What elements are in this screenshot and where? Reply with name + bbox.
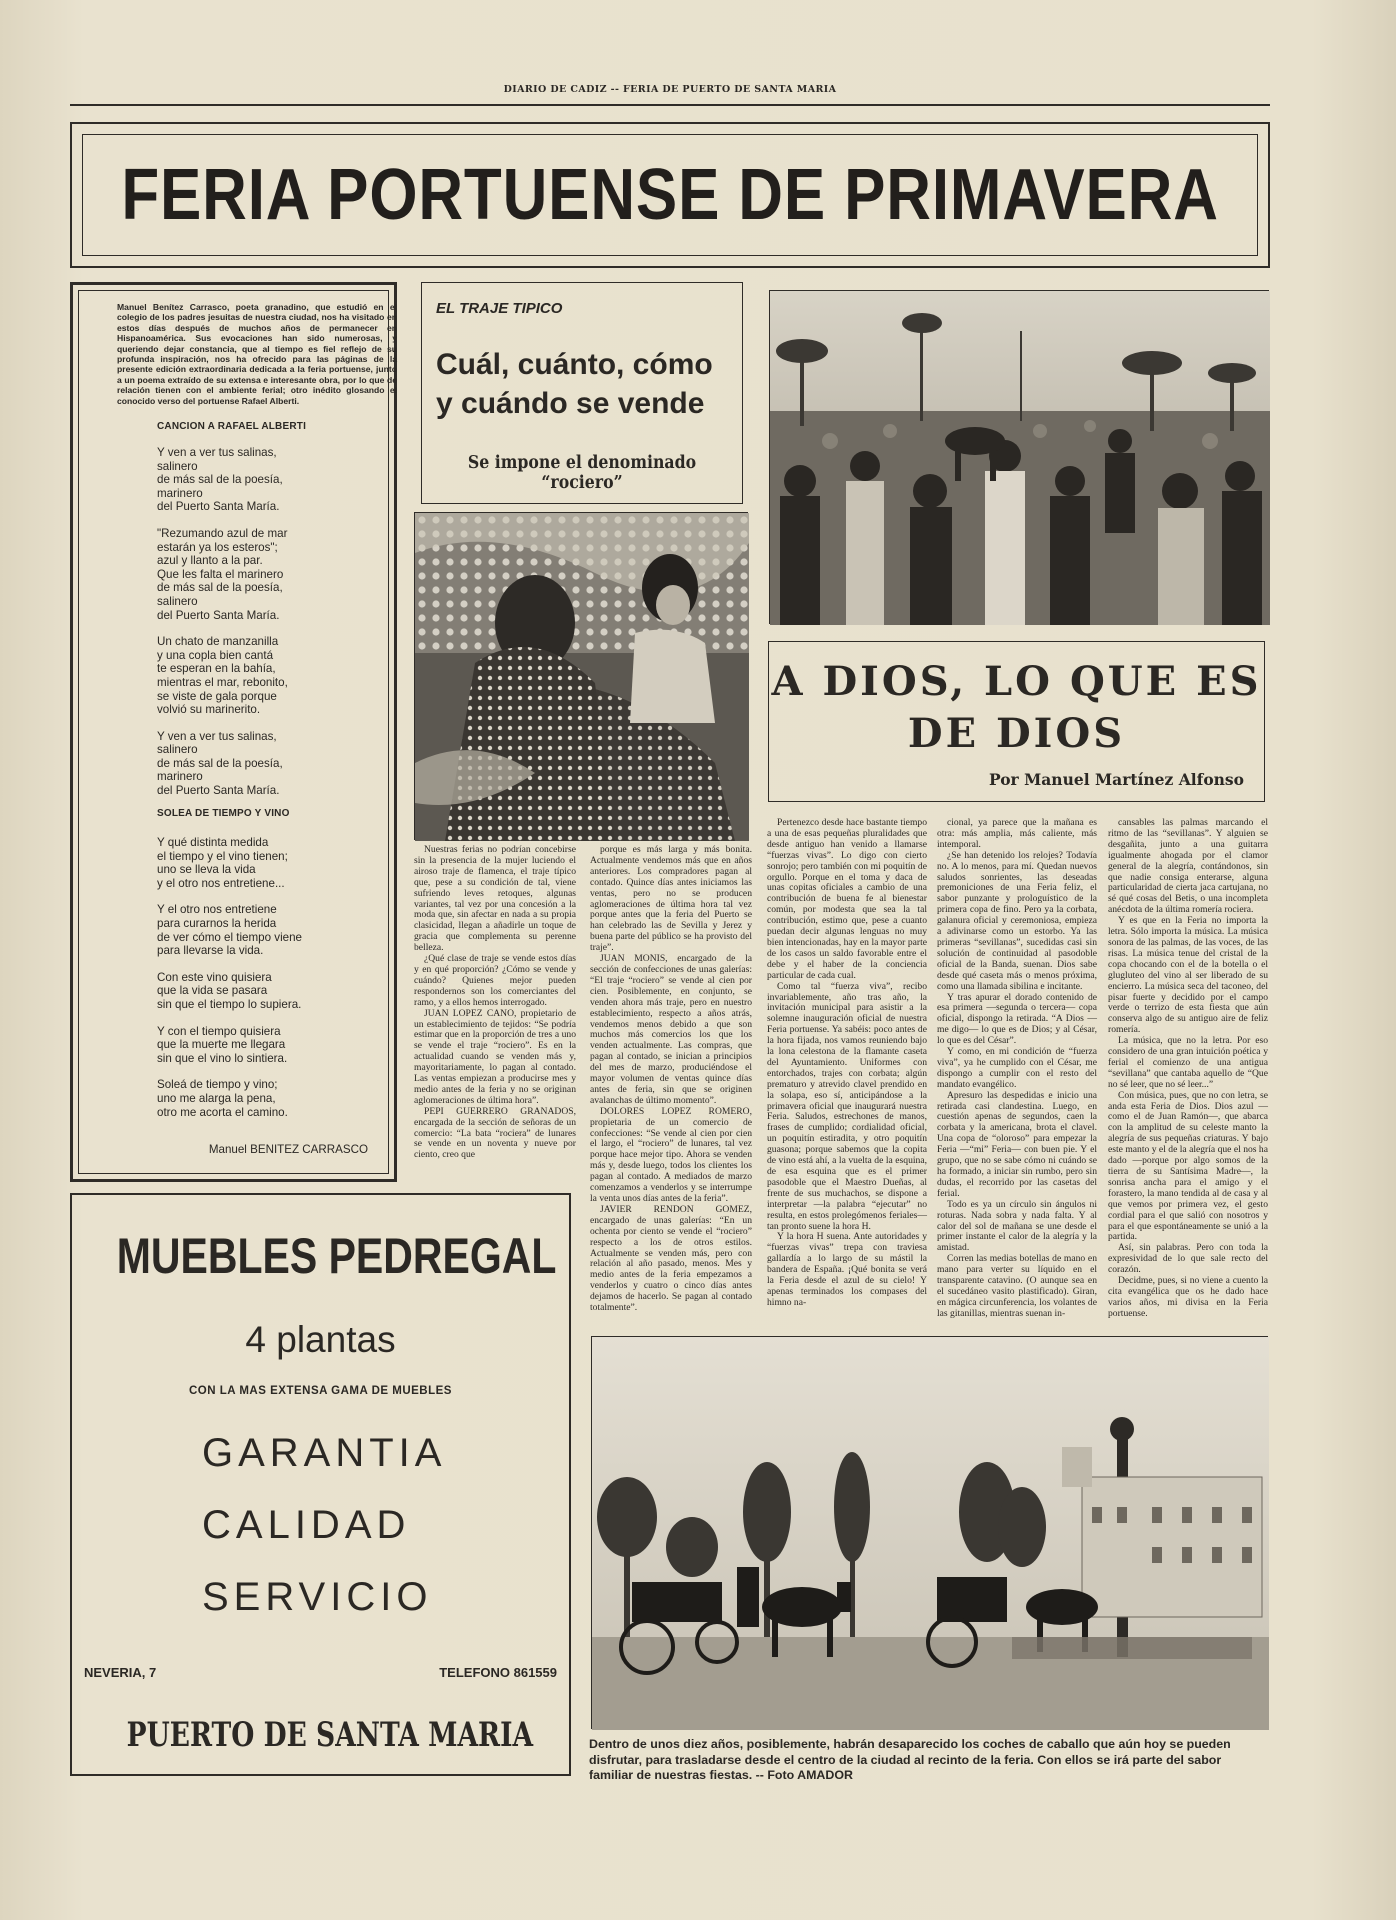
article-paragraph: Todo es ya un círculo sin ángulos ni roturas. Nada sobra y nada falta. Y al calor del sol de mañana se une desde el primer instante el calor de la alegría y la amistad. xyxy=(937,1198,1097,1254)
poem-line: del Puerto Santa María. xyxy=(157,608,280,622)
poem-stanza xyxy=(157,446,288,514)
poem-line: que la vida se pasara xyxy=(157,984,268,998)
header-rule xyxy=(70,104,1270,106)
poem-line: del Puerto Santa María. xyxy=(157,500,280,514)
article-paragraph: Así, sin palabras. Pero con toda la expresividad de lo que sale recto del corazón. xyxy=(1108,1242,1268,1276)
poem-line: uno se lleva la vida xyxy=(157,863,256,877)
traje-headline-box xyxy=(421,282,743,504)
poem-line: Un chato de manzanilla xyxy=(157,635,279,649)
poem-line: te esperan en la bahía, xyxy=(157,662,276,676)
ad-word-garantia: GARANTIA xyxy=(202,1431,447,1475)
poem-stanza xyxy=(157,527,288,622)
poem-line: Y con el tiempo quisiera xyxy=(157,1024,281,1038)
adios-article-column-3 xyxy=(1108,818,1268,1328)
page-title: FERIA PORTUENSE DE PRIMAVERA xyxy=(121,155,1219,235)
article-paragraph: JAVIER RENDON GOMEZ, encargado de unas galerías: “En un ochenta por ciento se vende el “rociero” respecto a los de otros estilos. Actualmente se venden más, pero con relación al año pasado, menos. Mes y medio antes de la feria empezamos a venderlos y cuatro o cinco días antes dejamos de hacerlo. Se pagan al contado totalmente”. xyxy=(590,1203,752,1314)
traje-subtitle: Se impone el denominado “rociero” xyxy=(467,453,697,493)
poem-line: uno me alarga la pena, xyxy=(157,1091,276,1105)
poem-line: el tiempo y el vino tienen; xyxy=(157,849,288,863)
poem-solea xyxy=(157,836,302,1132)
poem-stanza xyxy=(157,1078,302,1119)
poem-line: Y el otro nos entretiene xyxy=(157,903,277,917)
poem-line: sin que el vino lo sintiera. xyxy=(157,1051,288,1065)
adios-article-column-2 xyxy=(937,818,1097,1328)
adios-headline-box xyxy=(768,641,1265,802)
poem-line: para llevarse la vida. xyxy=(157,944,264,958)
ad-town: PUERTO DE SANTA MARIA xyxy=(126,1715,534,1755)
poem-line: para curarnos la herida xyxy=(157,916,277,930)
traje-title: Cuál, cuánto, cómo y cuándo se vende xyxy=(436,348,713,420)
traje-article-column-1 xyxy=(414,845,576,1207)
article-paragraph: Decidme, pues, si no viene a cuento la cita evangélica que os he dado hace varios años, mi divisa en la Feria portuense. xyxy=(1108,1275,1268,1319)
article-paragraph: Nuestras ferias no podrían concebirse sin la presencia de la mujer luciendo el airoso traje de flamenca, el traje típico que, pese a su condición de tal, viene sufriendo leves retoques, algunas variantes, tal vez por una concesión a la moda que, sin afectar en nada a su propia clasicidad, llegan a añadirle un toque de gracia que complementa su perenne belleza. xyxy=(414,844,576,954)
poem-line: sin que el tiempo lo supiera. xyxy=(157,997,302,1011)
traje-kicker: EL TRAJE TIPICO xyxy=(436,300,563,317)
poem-stanza xyxy=(157,635,288,717)
poem-line: de ver cómo el tiempo viene xyxy=(157,930,302,944)
poem-line: volvió su marinerito. xyxy=(157,703,261,717)
poem-line: del Puerto Santa María. xyxy=(157,784,280,798)
traje-article-column-2 xyxy=(590,844,752,1314)
article-paragraph: JUAN MONIS, encargado de la sección de confecciones de unas galerías: “El traje “rociero” se vende al cien por cien. Posiblemente, en conjunto, se venden ahora más traje, pero en nuestro establecimiento, respecto a años atrás, vendemos menos debido a que son muchos más comercios los que los venden actualmente. Las compras, que pagan al contado, se inician a principios del mes de marzo, produciéndose el mayor volumen de ventas quince días antes de feria, sin que se originen avalanchas de último momento”. xyxy=(590,953,752,1106)
article-paragraph: Pertenezco desde hace bastante tiempo a una de esas pequeñas pluralidades que desde antiguo han venido a llamarse “fuerzas vivas”. Lo digo con cierto sonrojo; pero también con mi poquitín de orgullo. Porque en el toma y daca de unas copitas oficiales a cambio de una contribución de buena fe al bienestar común, por modesta que sea la tal contribución, estimo que, pese a cuanto puedan decir algunas lenguas no muy bien intencionadas, hay en la mayor parte de los casos un saldo favorable entre el debe y el haber de la conciencia particular de cada cual. xyxy=(767,817,927,981)
article-paragraph: Apresuro las despedidas e inicio una retirada casi clandestina. Luego, en cuestión apenas de segundos, caen la corbata y la americana, brota el clavel. Una copa de “oloroso” para empezar la Feria —“mi” Feria— con buen pie. Y el grupo, que no se sabe cómo ni cuándo se ha formado, a iniciar sin rumbo, pero sin dudas, el recorrido por las casetas del ferial. xyxy=(937,1089,1097,1199)
poem-line: Y ven a ver tus salinas, xyxy=(157,446,277,459)
article-paragraph: porque es más larga y más bonita. Actualmente vendemos más que en años anteriores. Los compradores pagan al contado. Quince días antes iniciamos las ventas, pero no se producen aglomeraciones de última hora tal vez porque antes que la feria del Puerto se han celebrado las de Sevilla y Jerez y buena parte del público se ha provisto del traje”. xyxy=(590,844,752,954)
poem-line: "Rezumando azul de mar xyxy=(157,526,288,540)
poem-line: salinero xyxy=(157,743,198,757)
adios-article-column-1 xyxy=(767,818,927,1328)
article-paragraph: La música, que no la letra. Por eso considero de una gran intuición poética y ferial el comienzo de una antigua “sevillana” que cantaba aquello de “Que no sé leer, que no sé leer...” xyxy=(1108,1035,1268,1090)
poem-line: otro me acorta el camino. xyxy=(157,1105,288,1119)
article-paragraph: DOLORES LOPEZ ROMERO, propietaria de un comercio de confecciones: “Se vende al cien por cien el largo, el “rociero” de lunares, tal vez porque hace mejor tipo. Ahora se venden más y, desde luego, todos los clientes los pagan al contado. A mediados de marzo comenzamos a venderlos y se interrumpe la venta unos días antes de la feria”. xyxy=(590,1105,752,1204)
ad-address: NEVERIA, 7 xyxy=(84,1665,157,1680)
article-paragraph: ¿Qué clase de traje se vende estos días y en qué proporción? ¿Cómo se vende y cuándo? Quienes mejor pueden respondernos son los comerciantes del ramo, y a ellos hemos interrogado. xyxy=(414,953,576,1008)
poem-line: salinero xyxy=(157,594,198,608)
poem-line: de más sal de la poesía, xyxy=(157,473,283,487)
poem-line: Y ven a ver tus salinas, xyxy=(157,729,277,743)
flamenca-photo xyxy=(414,512,748,840)
poem-sidebar xyxy=(70,282,397,1182)
crowd-photo xyxy=(769,290,1269,624)
poem-title-alberti: CANCION A RAFAEL ALBERTI xyxy=(157,421,307,432)
adios-byline: Por Manuel Martínez Alfonso xyxy=(988,770,1244,789)
poem-line: se viste de gala porque xyxy=(157,689,277,703)
poem-line: Con este vino quisiera xyxy=(157,970,272,984)
poem-line: de más sal de la poesía, xyxy=(157,756,283,770)
article-paragraph: Y como, en mi condición de “fuerza viva”, ya he cumplido con el César, me dispongo a cumplir con el resto del mandato evangélico. xyxy=(937,1046,1097,1090)
poem-stanza xyxy=(157,971,302,1012)
article-paragraph: PEPI GUERRERO GRANADOS, encargada de la sección de señoras de un comercio: “La bata “rociera” de lunares se vende en un noventa y nueve por ciento, creo que xyxy=(414,1105,576,1161)
poem-line: marinero xyxy=(157,770,203,784)
poem-line: y el otro nos entretiene... xyxy=(157,876,285,890)
article-paragraph: Y tras apurar el dorado contenido de esa primera —segunda o tercera— copa oficial, dispongo la retirada. “A Dios —me digo— lo que es de Dios; y al César, lo que es del César”. xyxy=(937,991,1097,1047)
ad-tagline: CON LA MAS EXTENSA GAMA DE MUEBLES xyxy=(189,1385,452,1397)
muebles-advertisement xyxy=(70,1193,571,1776)
poem-line: estarán ya los esteros"; xyxy=(157,540,278,554)
ad-brand: MUEBLES PEDREGAL xyxy=(116,1228,557,1284)
poem-stanza xyxy=(157,1025,302,1066)
poem-line: azul y llanto a la par. xyxy=(157,554,263,568)
photo-caption: Dentro de unos diez años, posiblemente, habrán desaparecido los coches de caballo que aún hoy se pueden disfrutar, para trasladarse desde el centro de la ciudad al recinto de la feria. Con ellos se irá parte del sabor familiar de nuestras fiestas. -- Foto AMADOR xyxy=(589,1737,1231,1782)
ad-word-calidad: CALIDAD xyxy=(202,1503,411,1547)
ad-floors: 4 plantas xyxy=(245,1319,396,1360)
poem-signature: Manuel BENITEZ CARRASCO xyxy=(208,1143,368,1156)
article-paragraph: cansables las palmas marcando el ritmo de las “sevillanas”. Y alguien se desgañita, junto a una guitarra igualmente ahogada por el clamor general de la alegría, contándonos, sin que nadie consiga enterarse, alguna particularidad de cierta jaca cartujana, no sé qué cosas del Betis, o una incompleta anécdota de la última romería rociera. xyxy=(1108,817,1268,916)
carriages-photo xyxy=(591,1336,1268,1729)
poem-line: de más sal de la poesía, xyxy=(157,581,283,595)
article-paragraph: ¿Se han detenido los relojes? Todavía no. A lo menos, para mí. Quedan nuevos saludos sonrientes, las deseadas premoniciones de una Feria feliz, el sabor punzante y prologuístico de la primera copa de fino. Pero ya la corbata, galanura oficial y ceremoniosa, empieza a adivinarse como un estorbo. Ya las primeras “sevillanas”, sucedidas casi sin solución de continuidad al pasodoble oficial de la Banda, suenan. Dios sabe desde qué caseta más o menos próxima, como una llamada sibilina e incitante. xyxy=(937,849,1097,992)
poem-stanza xyxy=(157,730,288,798)
ad-phone: TELEFONO 861559 xyxy=(439,1665,557,1680)
article-paragraph: Y es que en la Feria no importa la letra. Sólo importa la música. La música sonora de las palmas, de las voces, de las risas. La música tenue del cristal de la copa chocando con el de la botella o el glugluteo del vino al ser liberado de su encierro. La música seca del taconeo, del pisar fuerte y decidido por el campo verde o terrizo de esta fiesta que aún conserva algo de su antiguo aire de feliz romería. xyxy=(1108,915,1268,1036)
poem-line: que la muerte me llegara xyxy=(157,1038,286,1052)
article-paragraph: Con música, pues, que no con letra, se anda esta Feria de Dios. Dios azul —como el de Juan Ramón—, que abarca con la amplitud de su celeste manto la alegría de sus pequeñas criaturas. Y bajo este manto y el de la alegría que el nos ha dado —porque por algo somos de la tierra de su Santísima Madre—, la sonrisa ancha para el amigo y el forastero, la mano tendida al de casa y al que vemos por primera vez, el gesto cordial para el que salió con nosotros y para el que espontáneamente se unió a la partida. xyxy=(1108,1089,1268,1243)
adios-title: A DIOS, LO QUE ES DE DIOS xyxy=(771,658,1262,757)
poem-line: Y qué distinta medida xyxy=(157,836,269,849)
poem-line: y una copla bien cantá xyxy=(157,648,274,662)
article-paragraph: Como tal “fuerza viva”, recibo invariablemente, año tras año, la invitación municipal para asistir a la solemne inauguración oficial de nuestra Feria portuense. Ya sabéis: poco antes de la hora fijada, nos vamos reuniendo bajo la lona celestona de la flamante caseta del Ayuntamiento. Uniformes con entorchados, trajes con corbata; algún prematuro y atrevido clavel prendido en la solapa, eso sí, anticipándose a la primavera oficial que inaugurará nuestra Feria. Saludos, estrechones de manos, frases de cumplido; cordialidad oficial, un poquitín estiradita, y otro poquitín guasona; porque sabemos que la copita de vino está ahí, a la vuelta de la esquina, de esa esquina que es el primer pasodoble que el Maestro Dueñas, al frente de sus muchachos, se dispone a interpretar —la palabra “ejecutar” no resulta, en estos prolegómenos feriales— tan pronto suene la hora H. xyxy=(767,980,927,1232)
poem-line: salinero xyxy=(157,459,198,473)
poem-line: Soleá de tiempo y vino; xyxy=(157,1078,278,1092)
poem-stanza xyxy=(157,836,302,890)
sidebar-intro: Manuel Benítez Carrasco, poeta granadino, que estudió en el colegio de los padres jesuitas de nuestra ciudad, nos ha visitado en estos días después de muchos años de permanecer en Hispanoamérica. Sus evocaciones han sido numerosas, y queriendo dejar constancia, que al tiempo es fiel reflejo de su profunda inspiración, nos ha ofrecido para las páginas de la presente edición extraordinaria dedicada a la feria portuense, junto a un poema extraído de su extensa e interesante obra, por lo que de relación tienen con el ambiente ferial; otro inédito glosando el conocido verso del portuense Rafael Alberti. xyxy=(117,302,397,406)
poem-line: Que les falta el marinero xyxy=(157,567,284,581)
poem-line: marinero xyxy=(157,486,203,500)
poem-stanza xyxy=(157,903,302,957)
article-paragraph: Corren las medias botellas de mano en mano para verter su líquido en el transparente catavino. (O aunque sea en el sucedáneo vasito plastificado). Giran, en mágica circunferencia, los volantes de las gitanillas, mientras suenan in- xyxy=(937,1253,1097,1319)
poem-alberti xyxy=(157,446,288,811)
masthead xyxy=(70,122,1270,268)
ad-word-servicio: SERVICIO xyxy=(202,1575,433,1619)
article-paragraph: cional, ya parece que la mañana es otra: más amplia, más caliente, más intemporal. xyxy=(937,817,1097,850)
poem-line: mientras el mar, rebonito, xyxy=(157,675,288,689)
article-paragraph: JUAN LOPEZ CANO, propietario de un establecimiento de tejidos: “Se podría estimar que en la proporción de tres a uno se vende el traje “rociero”. Es en la actualidad cuando se venden más y, mayoritariamente, lo pagan al contado. Las ventas empiezan a producirse mes y medio antes de la feria y no se originan aglomeraciones de última hora”. xyxy=(414,1007,576,1106)
poem-title-solea: SOLEA DE TIEMPO Y VINO xyxy=(157,808,290,819)
article-paragraph: Y la hora H suena. Ante autoridades y “fuerzas vivas” trepa con traviesa gallardía a lo largo de su mástil la bandera de España. ¡Qué bonita se verá la Feria desde el azul de su cielo! Y apenas terminados los compases del himno na- xyxy=(767,1231,927,1308)
running-head: DIARIO DE CADIZ -- FERIA DE PUERTO DE SANTA MARIA xyxy=(503,84,837,95)
